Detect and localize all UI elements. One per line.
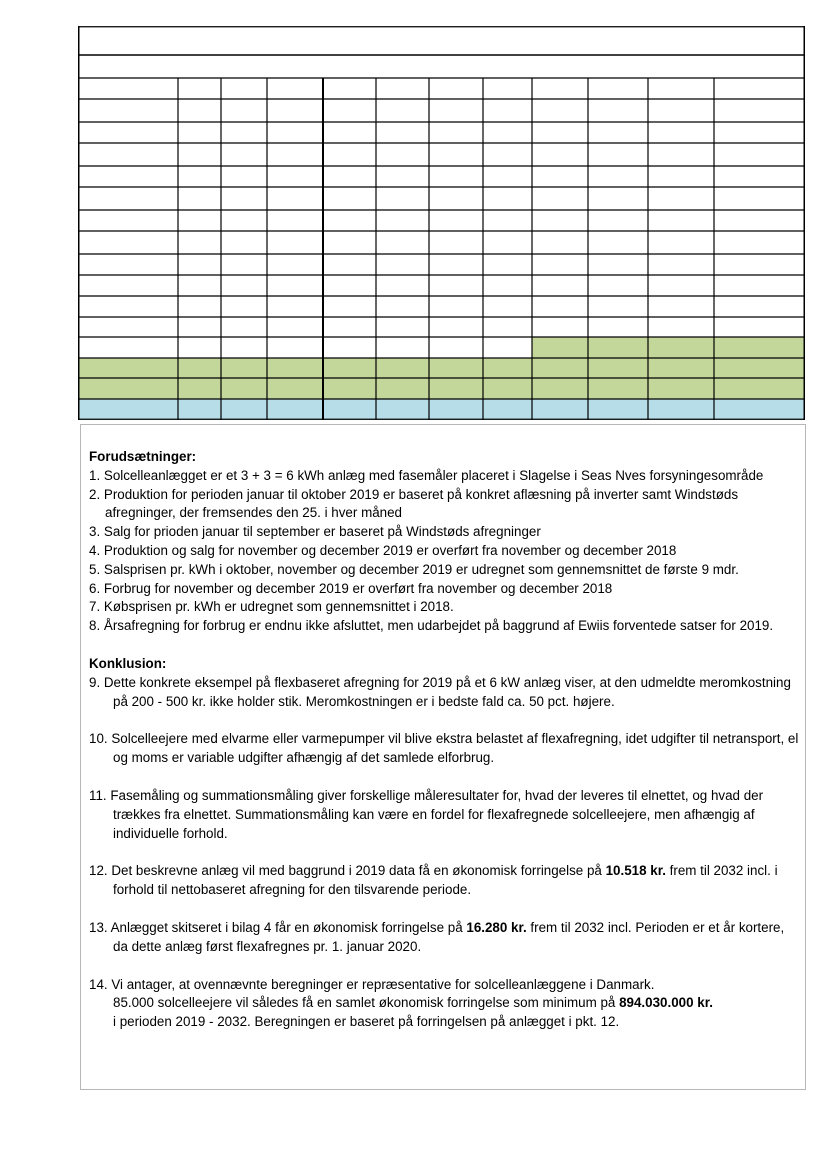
conclusion-11: 11. Fasemåling og summationsmåling giver forskellige måleresultater for, hvad der leveres til elnettet, og hvad der trækkes fra elnettet. Summationsmåling kan være en fordel for flexafregnede solcelleejere, men afhængig af individuelle forhold. — [89, 787, 764, 841]
premise-1: 1. Solcelleanlægget er et 3 + 3 = 6 kWh anlæg med fasemåler placeret i Slagelse i Seas Nves forsyningesområde — [89, 467, 764, 483]
premise-2: 2. Produktion for perioden januar til oktober 2019 er baseret på konkret aflæsning på inverter samt Windstøds afregninger, der fremsendes den 25. i hver måned — [89, 486, 739, 521]
premise-5: 5. Salsprisen pr. kWh i oktober, november og december 2019 er udregnet som gennemsnittet de første 9 mdr. — [89, 561, 739, 577]
conclusion-12-text: 12. Det beskrevne anlæg vil med baggrund i 2019 data få en økonomisk forringelse på — [89, 863, 606, 879]
conclusion-12 — [89, 862, 801, 900]
premise-4: 4. Produktion og salg for november og december 2019 er overført fra november og december 2018 — [89, 542, 677, 558]
conclusion-14-line1: 14. Vi antager, at ovennævnte beregninger er repræsentative for solcelleanlæggene i Danmark. — [89, 976, 655, 992]
conclusion-12-amount: 10.518 kr. — [605, 863, 666, 879]
premise-3: 3. Salg for prioden januar til september er baseret på Windstøds afregninger — [89, 524, 541, 540]
table-cell-highlight — [532, 337, 805, 358]
premise-6: 6. Forbrug for november og december 2019 er overført fra november og december 2018 — [89, 580, 613, 596]
conclusion-14-amount: 894.030.000 kr. — [619, 995, 713, 1011]
conclusion-9: 9. Dette konkrete eksempel på flexbaseret afregning for 2019 på et 6 kW anlæg viser, at den udmeldte meromkostning på 200 - 500 kr. ikke holder stik. Meromkostningen er i bedste fald ca. 50 pct. højere. — [89, 674, 791, 709]
conclusion-14-line3: i perioden 2019 - 2032. Beregningen er baseret på forringelsen på anlægget i pkt. 12. — [113, 1014, 620, 1030]
notes-text — [89, 448, 801, 1032]
spacer — [89, 636, 801, 655]
conclusion-13-amount: 16.280 kr. — [466, 919, 527, 935]
conclusion-14-line2 — [89, 994, 801, 1013]
table-grid-svg — [78, 26, 805, 420]
table-row-total — [78, 399, 805, 420]
spacer — [89, 768, 801, 787]
conclusion-heading: Konklusion: — [89, 655, 167, 671]
conclusion-13 — [89, 919, 801, 957]
spacer — [89, 900, 801, 919]
conclusion-10: 10. Solcelleejere med elvarme eller varmepumper vil blive ekstra belastet af flexafregning, idet udgifter til netransport, el og moms er variable udgifter afhængig af det samlede elforbrug. — [89, 731, 799, 766]
conclusion-13-rest: frem til 2032 incl. Perioden er et år kortere, da dette anlæg først flexafregnes pr. 1. januar 2020. — [113, 919, 785, 954]
conclusion-14-text: 85.000 solcelleejere vil således få en samlet økonomisk forringelse som minimum på — [113, 995, 620, 1011]
conclusion-13-text: 13. Anlægget skitseret i bilag 4 får en økonomisk forringelse på — [89, 919, 467, 935]
data-table-grid — [78, 26, 805, 420]
spacer — [89, 711, 801, 730]
spacer — [89, 843, 801, 862]
spacer — [89, 957, 801, 976]
premise-7: 7. Købsprisen pr. kWh er udregnet som gennemsnittet i 2018. — [89, 599, 454, 615]
premises-heading: Forudsætninger: — [89, 449, 197, 464]
conclusion-12-rest: frem til 2032 incl. i forhold til nettobaseret afregning for den tilsvarende periode. — [113, 863, 778, 898]
premise-8: 8. Årsafregning for forbrug er endnu ikke afsluttet, men udarbejdet på baggrund af Ewiis forventede satser for 2019. — [89, 618, 774, 634]
